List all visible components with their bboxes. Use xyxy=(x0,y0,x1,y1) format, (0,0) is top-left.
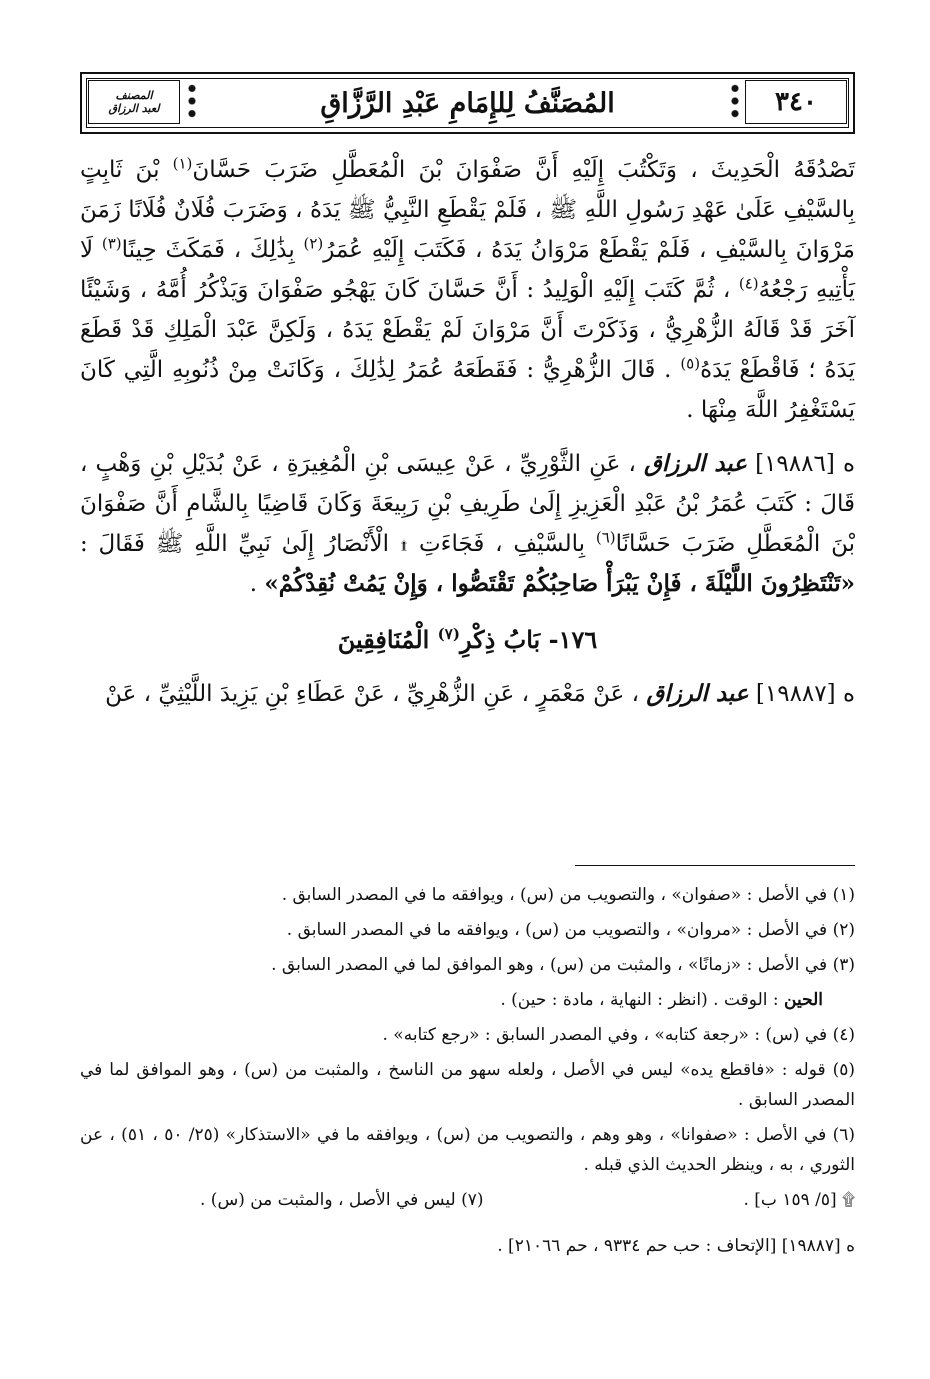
text-run: ، عَنِ الثَّوْرِيِّ ، عَنْ عِيسَى بْنِ الْمُغِيرَةِ ، عَنْ بُدَيْلِ بْنِ وَهْبٍ ، قَالَ : كَتَبَ عُمَرُ بْنُ عَبْدِ الْعَزِيزِ إِلَىٰ طَرِيفِ بْنِ رَبِيعَةَ وَكَانَ قَاضِيًا بِالشَّامِ أَنَّ صَفْوَانَ بْنَ الْمُعَطَّلِ ضَرَبَ حَسَّانًا xyxy=(80,451,855,557)
footnote-ref: (٣) xyxy=(101,234,122,253)
footnote-row xyxy=(80,1185,855,1215)
chapter-title: ١٧٦- بَابُ ذِكْرِ xyxy=(459,625,598,654)
logo-line: المصنف xyxy=(115,89,153,102)
text-run: بْنَ ثَابِتٍ بِالسَّيْفِ عَلَىٰ عَهْدِ رَسُولِ اللَّهِ ﷺ ، فَلَمْ يَقْطَعِ النَّبِيُّ ﷺ يَدَهُ ، وَضَرَبَ فُلَانٌ فُلَانًا زَمَنَ مَرْوَانَ بِالسَّيْفِ ، فَلَمْ يَقْطَعْ مَرْوَانُ يَدَهُ ، فَكَتَبَ إِلَيْهِ عُمَرُ xyxy=(80,157,855,263)
footnote-ref: (٦) xyxy=(595,528,616,547)
book-logo xyxy=(88,80,180,124)
text-run: . قَالَ الزُّهْرِيُّ : فَقَطَعَهُ عُمَرُ لِذَٰلِكَ ، وَكَانَتْ مِنْ ذُنُوبِهِ الَّتِي كَانَ يَسْتَغْفِرُ اللَّهَ مِنْهَا . xyxy=(80,357,855,423)
main-text xyxy=(80,150,855,714)
footnote-ref: (٢) xyxy=(303,234,324,253)
footnote: (٤) في (س) : «رجعة كتابه» ، وفي المصدر السابق : «رجع كتابه» . xyxy=(382,1025,855,1045)
hadith-19886 xyxy=(80,444,855,604)
footnote-ref: (٧) xyxy=(437,625,460,643)
footnote: (٣) في الأصل : «زمانًا» ، والمثبت من (س) ، وهو الموافق لما في المصدر السابق . xyxy=(271,955,855,975)
chapter-heading xyxy=(80,620,855,660)
text-run: بِذَٰلِكَ ، فَمَكَثَ حِينًا xyxy=(121,237,304,263)
ornament-icon xyxy=(725,80,745,122)
footnote-ref: (١) xyxy=(172,154,193,173)
gloss-text: : الوقت . (انظر : النهاية ، مادة : حين) . xyxy=(500,990,785,1010)
hadith-number: ه [١٩٨٨٦] xyxy=(755,451,855,477)
chapter-title: الْمُنَافِقِينَ xyxy=(337,625,438,654)
page-number: ٣٤٠ xyxy=(775,87,817,117)
text-run: لَا يَأْتِيهِ رَجْعُهُ xyxy=(80,237,855,303)
page-header xyxy=(80,72,855,134)
text-run: تَصْدُقَهُ الْحَدِيثَ ، وَتَكْتُبَ إِلَيْهِ أَنَّ صَفْوَانَ بْنَ الْمُعَطَّلِ ضَرَبَ حَسَّانَ xyxy=(192,157,855,183)
logo-line: لعبد الرزاق xyxy=(108,102,160,115)
text-run: ، عَنْ مَعْمَرٍ ، عَنِ الزُّهْرِيِّ ، عَنْ عَطَاءِ بْنِ يَزِيدَ اللَّيْثِيِّ ، عَنْ xyxy=(105,681,647,707)
footnotes xyxy=(80,880,855,1266)
text-run: بِالسَّيْفِ ، فَجَاءَتِ ۩ الْأَنْصَارُ إِلَىٰ نَبِيِّ اللَّهِ ﷺ فَقَالَ : xyxy=(80,531,596,557)
hadith-number: ه [١٩٨٨٧] xyxy=(755,681,855,707)
footnote-ref: (٤) xyxy=(738,274,759,293)
footnote: (٢) في الأصل : «مروان» ، والتصويب من (س) ، ويوافقه ما في المصدر السابق . xyxy=(286,920,855,940)
prophetic-quote: «تَنْتَظِرُونَ اللَّيْلَةَ ، فَإِنْ يَبْرَأْ صَاحِبُكُمْ تَقْتَصُّوا ، وَإِنْ يَمُتْ نُقِدْكُمْ» xyxy=(264,570,855,597)
text-run: . xyxy=(249,571,265,597)
itthaf-reference: ه [١٩٨٨٧] [الإتحاف : حب حم ٩٣٣٤ ، حم ٢١٠٦٦] . xyxy=(497,1236,855,1256)
footnote-separator xyxy=(575,865,855,866)
ornament-icon xyxy=(182,80,202,122)
page-number-box xyxy=(745,80,847,124)
paragraph-continuation xyxy=(80,150,855,430)
footnote: (١) في الأصل : «صفوان» ، والتصويب من (س) ، ويوافقه ما في المصدر السابق . xyxy=(281,885,855,905)
gloss-term: الحين xyxy=(784,990,823,1010)
narrator-name: عبد الرزاق xyxy=(644,450,747,477)
footnote: (٧) ليس في الأصل ، والمثبت من (س) . xyxy=(200,1190,484,1210)
running-title: المُصَنَّفُ لِلإِمَامِ عَبْدِ الرَّزَّاقِ xyxy=(320,87,615,119)
footnote: (٥) قوله : «فاقطع يده» ليس في الأصل ، ولعله سهو من الناسخ ، والمثبت من (س) ، وهو الموافق لما في المصدر السابق . xyxy=(80,1060,855,1110)
text-run: ، ثُمَّ كَتَبَ إِلَيْهِ الْوَلِيدُ : أَنَّ حَسَّانَ كَانَ يَهْجُو صَفْوَانَ وَيَذْكُرُ أُمَّهُ ، وَشَيْئًا آخَرَ قَدْ قَالَهُ الزُّهْرِيُّ ، وَذَكَرْتَ أَنَّ مَرْوَانَ لَمْ يَقْطَعْ يَدَهُ ، وَلَكِنَّ عَبْدَ الْمَلِكِ قَدْ قَطَعَ يَدَهُ ؛ فَاقْطَعْ يَدَهُ xyxy=(80,277,856,383)
narrator-name: عبد الرزاق xyxy=(646,680,749,707)
footnote-gloss xyxy=(80,985,823,1015)
footnote: (٦) في الأصل : «صفوانا» ، وهو وهم ، والتصويب من (س) ، ويوافقه ما في «الاستذكار» (٢٥/ ٥٠ ، ٥١) ، عن الثوري ، به ، وينظر الحديث الذي قبله . xyxy=(80,1125,855,1175)
folio-marker: ۩ [٥/ ١٥٩ ب] . xyxy=(743,1190,855,1210)
footnote-ref: (٥) xyxy=(680,354,701,373)
hadith-19887 xyxy=(80,674,855,714)
